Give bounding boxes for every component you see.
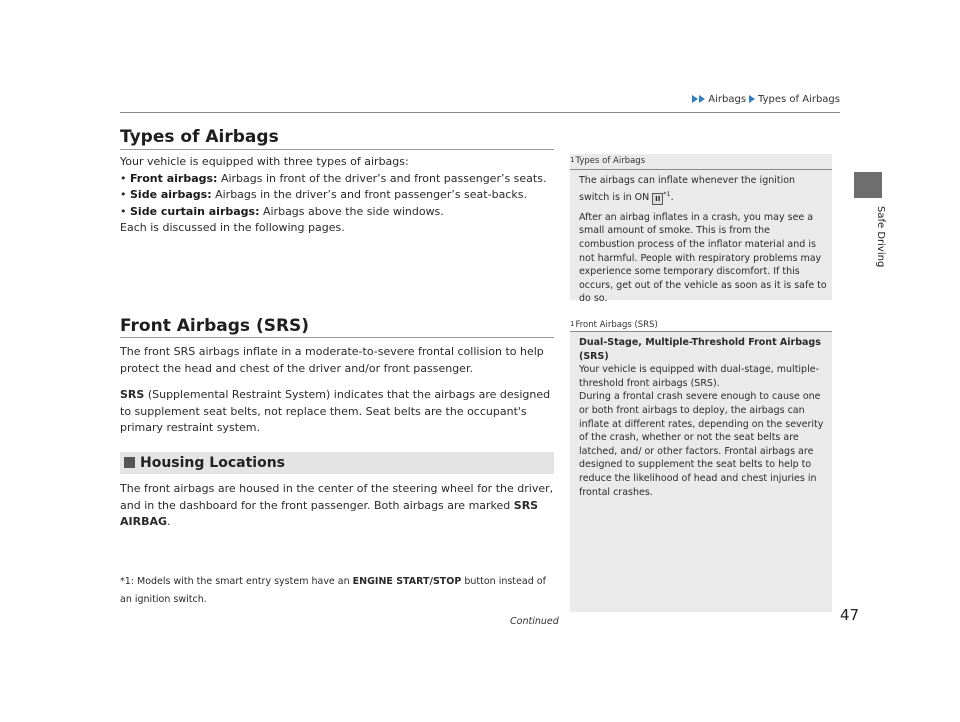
breadcrumb xyxy=(680,94,840,105)
breadcrumb-separator-icon xyxy=(749,95,755,103)
front-para2 xyxy=(120,387,558,437)
page-number: 47 xyxy=(840,606,860,624)
ignition-on-key-icon: II xyxy=(652,193,663,205)
sidebar-title-text: Front Airbags (SRS) xyxy=(575,320,658,330)
sidebar-front-title xyxy=(570,320,658,330)
sidebar-front-para1: Your vehicle is equipped with dual-stage, multiple-threshold front airbags (SRS). xyxy=(579,364,820,389)
sidebar-divider xyxy=(570,169,832,170)
square-bullet-icon xyxy=(124,457,135,468)
reference-marker-icon: 1 xyxy=(570,156,575,164)
continued-label: Continued xyxy=(510,616,559,627)
types-intro: Your vehicle is equipped with three types of airbags: xyxy=(120,155,409,168)
types-body xyxy=(120,154,560,237)
bullet-side-curtain-airbags: • Side curtain airbags: Airbags above the side windows. xyxy=(120,204,444,218)
types-outro: Each is discussed in the following pages. xyxy=(120,221,345,234)
footnote-ref: *1 xyxy=(663,189,671,198)
engine-start-stop-term: ENGINE START/STOP xyxy=(352,576,462,587)
bullet-front-airbags: • Front airbags: Airbags in front of the driver’s and front passenger’s seats. xyxy=(120,171,547,185)
page-title: Types of Airbags xyxy=(120,127,279,147)
sidebar-types-title xyxy=(570,156,645,166)
bullet-desc: Airbags above the side windows. xyxy=(259,204,444,218)
srs-term: SRS xyxy=(120,388,145,401)
breadcrumb-arrow-icon xyxy=(692,95,698,103)
section-tab-marker xyxy=(854,172,882,198)
text: . xyxy=(167,515,171,528)
sidebar-types-para2: After an airbag inflates in a crash, you may see a small amount of smoke. This is from the combustion process of the inflator material and is not harmful. People with respiratory problems may experience some temporary discomfort. If this occurs, get out of the vehicle as soon as it is safe to do so. xyxy=(579,211,827,305)
housing-para xyxy=(120,481,560,531)
breadcrumb-item-airbags[interactable]: Airbags xyxy=(708,94,747,105)
text: . xyxy=(670,191,674,203)
subsection-title-housing-locations: Housing Locations xyxy=(140,455,285,471)
title-divider xyxy=(120,149,554,150)
srs-airbag-term: SRS AIRBAG xyxy=(120,498,539,528)
section-tab-label: Safe Driving xyxy=(875,206,886,268)
sidebar-front-para2: During a frontal crash severe enough to cause one or both front airbags to deploy, the airbags can inflate at different rates, depending on the severity of the crash, whether or not the seat belts are latched, and/ or other factors. Frontal airbags are designed to supplement the seat belts to help to reduce the likelihood of head and chest injuries in frontal crashes. xyxy=(579,391,824,498)
bullet-term: Front airbags: xyxy=(130,171,218,185)
housing-body xyxy=(120,481,560,531)
text: The airbags can inflate whenever the ignition switch is in ON xyxy=(579,175,796,203)
reference-marker-icon: 1 xyxy=(570,320,575,328)
breadcrumb-arrow-icon xyxy=(699,95,705,103)
sidebar-types-body xyxy=(579,174,827,306)
sidebar-title-text: Types of Airbags xyxy=(575,156,646,166)
bullet-term: Side curtain airbags: xyxy=(130,204,260,218)
front-body xyxy=(120,344,558,437)
header-divider xyxy=(120,112,840,113)
bullet-desc: Airbags in front of the driver’s and front passenger’s seats. xyxy=(217,171,547,185)
footnote xyxy=(120,573,560,609)
section-title-front-airbags: Front Airbags (SRS) xyxy=(120,316,310,336)
text: *1: Models with the smart entry system have an xyxy=(120,576,353,587)
text: (Supplemental Restraint System) indicates that the airbags are designed to supplement seat belts, not replace them. Seat belts are the occupant's primary restraint system. xyxy=(120,388,551,434)
front-para1: The front SRS airbags inflate in a moderate-to-severe frontal collision to help protect the head and chest of the driver and/or front passenger. xyxy=(120,345,544,375)
sidebar-front-heading: Dual-Stage, Multiple-Threshold Front Airbags (SRS) xyxy=(579,337,821,362)
sidebar-front-body xyxy=(579,336,827,499)
bullet-term: Side airbags: xyxy=(130,188,212,201)
bullet-desc: Airbags in the driver’s and front passenger’s seat-backs. xyxy=(211,188,527,201)
section-divider xyxy=(120,337,554,338)
text: The front airbags are housed in the center of the steering wheel for the driver, and in the dashboard for the front passenger. Both airbags are marked xyxy=(120,482,554,512)
sidebar-types-para1 xyxy=(579,174,827,205)
text: button instead of an ignition switch. xyxy=(120,576,546,605)
bullet-side-airbags: • Side airbags: Airbags in the driver’s and front passenger’s seat-backs. xyxy=(120,188,527,201)
breadcrumb-item-types-of-airbags[interactable]: Types of Airbags xyxy=(758,94,840,105)
sidebar-divider xyxy=(570,331,832,332)
